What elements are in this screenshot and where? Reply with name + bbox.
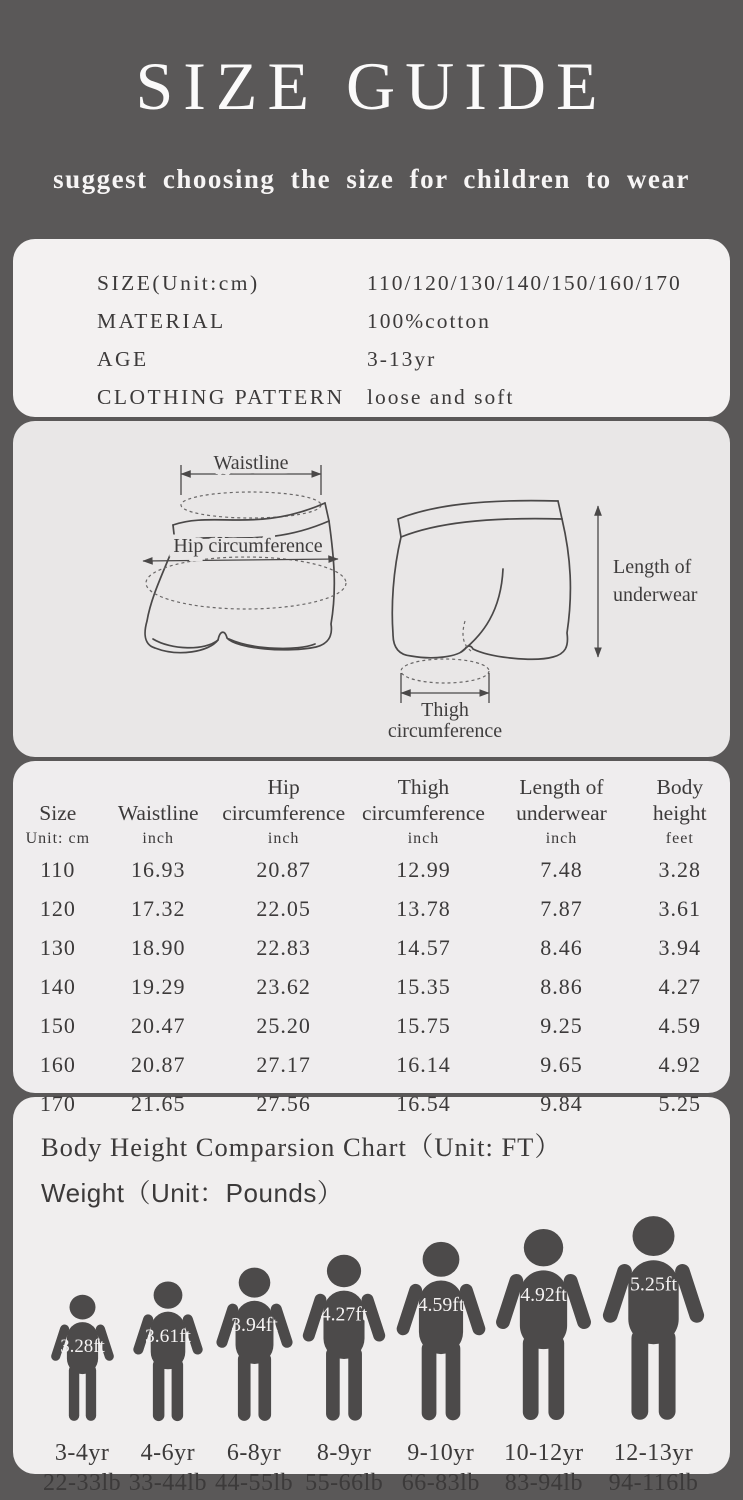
info-label-material: MATERIAL (97, 308, 226, 333)
table-cell: 8.86 (540, 973, 583, 999)
figure-weight-label: 83-94lb (504, 1470, 583, 1496)
figure-weight-label: 44-55lb (214, 1470, 294, 1496)
figure-age-label: 10-12yr (504, 1440, 584, 1466)
height-chart-title: Body Height Comparsion Chart（Unit: FT） (41, 1132, 562, 1162)
table-cell: 17.32 (130, 895, 186, 921)
info-row-pattern (97, 378, 730, 416)
table-cell: 27.17 (256, 1051, 311, 1077)
table-cell: 4.59 (658, 1012, 702, 1038)
table-cell: 14.57 (396, 934, 451, 960)
table-cell: 20.87 (130, 1051, 186, 1077)
child-figure-icon (395, 1240, 487, 1424)
waistline-label: Waistline (213, 452, 289, 474)
figure-col-4-6yr (129, 1280, 207, 1497)
table-cell: 23.62 (256, 973, 311, 999)
figure-age-label: 3-4yr (54, 1440, 110, 1466)
page-title: SIZE GUIDE (135, 48, 608, 124)
table-cell: 22.83 (256, 934, 311, 960)
table-cell: 20.47 (130, 1012, 186, 1038)
table-cell: 7.48 (540, 856, 583, 882)
weight-chart-subtitle: Weight（Unit：Pounds） (41, 1178, 344, 1208)
table-cell: 20.87 (256, 856, 311, 882)
figure-weight-label: 33-44lb (128, 1470, 207, 1496)
col-unit-length: inch (545, 830, 578, 847)
figure-col-10-12yr (494, 1227, 593, 1497)
col-unit-size: Unit: cm (25, 830, 91, 847)
underwear-measurement-diagram-icon (13, 421, 730, 757)
child-figure-icon (301, 1253, 387, 1424)
info-row-age (97, 340, 730, 378)
col-header-hip: Hip circumference (222, 775, 346, 826)
figure-age-label: 8-9yr (316, 1440, 372, 1466)
table-cell: 13.78 (396, 895, 451, 921)
table-cell: 3.61 (658, 895, 702, 921)
page-subtitle: suggest choosing the size for children to wear (53, 164, 690, 194)
thigh-label-line1: Thigh (421, 699, 469, 721)
table-cell: 9.84 (540, 1090, 583, 1116)
info-value-age: 3-13yr (367, 346, 437, 371)
figure-height-label: 4.92ft (520, 1283, 568, 1306)
table-cell: 150 (39, 1012, 76, 1038)
table-cell: 18.90 (130, 934, 186, 960)
table-cell: 130 (39, 934, 76, 960)
figure-age-label: 6-8yr (226, 1440, 282, 1466)
figure-col-12-13yr (601, 1214, 706, 1497)
figure-height-label: 5.25ft (629, 1273, 678, 1296)
info-label-pattern: CLOTHING PATTERN (97, 384, 345, 409)
length-label-line2: underwear (613, 584, 698, 606)
col-header-height: Body height (652, 775, 707, 826)
col-unit-hip: inch (267, 830, 300, 847)
info-label-age: AGE (97, 346, 149, 371)
table-cell: 16.54 (396, 1090, 451, 1116)
child-figure-icon (494, 1227, 593, 1424)
size-table-card (13, 761, 730, 1116)
figure-col-9-10yr (395, 1240, 487, 1497)
table-cell: 25.20 (256, 1012, 311, 1038)
child-figure-icon (215, 1266, 294, 1424)
figure-weight-label: 66-83lb (401, 1470, 480, 1496)
table-cell: 160 (39, 1051, 76, 1077)
info-value-size: 110/120/130/140/150/160/170 (367, 270, 682, 295)
table-cell: 8.46 (540, 934, 583, 960)
info-value-pattern: loose and soft (367, 384, 515, 409)
child-figure-icon (132, 1280, 204, 1424)
info-row-size (97, 264, 730, 302)
figure-col-6-8yr (215, 1266, 294, 1497)
figure-height-label: 3.28ft (59, 1336, 105, 1357)
col-unit-height: feet (665, 830, 694, 847)
measurement-diagram-card (13, 421, 730, 757)
figure-height-label: 3.61ft (144, 1325, 191, 1347)
figure-height-label: 4.59ft (417, 1293, 465, 1316)
thigh-label-line2: circumference (387, 720, 503, 742)
figure-age-label: 4-6yr (140, 1440, 196, 1466)
table-cell: 7.87 (540, 895, 583, 921)
col-unit-waistline: inch (142, 830, 174, 847)
table-cell: 16.93 (130, 856, 186, 882)
info-row-material (97, 302, 730, 340)
figure-weight-label: 94-116lb (608, 1470, 699, 1496)
info-label-size: SIZE(Unit:cm) (97, 270, 260, 295)
figure-height-label: 3.94ft (230, 1313, 278, 1336)
table-cell: 15.35 (396, 973, 451, 999)
table-cell: 120 (39, 895, 76, 921)
figure-weight-label: 55-66lb (305, 1470, 384, 1496)
child-figures-row (41, 1214, 708, 1497)
table-cell: 3.94 (658, 934, 702, 960)
figure-weight-label: 22-33lb (43, 1470, 122, 1496)
col-unit-thigh: inch (407, 830, 440, 847)
table-cell: 140 (39, 973, 76, 999)
table-cell: 27.56 (256, 1090, 311, 1116)
figure-col-8-9yr (301, 1253, 387, 1497)
size-table (13, 771, 730, 1123)
table-cell: 110 (40, 856, 76, 882)
table-cell: 4.92 (658, 1051, 702, 1077)
product-info-card (13, 239, 730, 417)
table-cell: 16.14 (396, 1051, 451, 1077)
col-header-waistline: Waistline (117, 801, 199, 826)
col-header-thigh: Thigh circumference (362, 775, 485, 826)
table-cell: 9.65 (540, 1051, 583, 1077)
child-figure-icon (50, 1293, 115, 1424)
table-cell: 3.28 (658, 856, 702, 882)
col-header-size: Size (39, 801, 77, 826)
table-cell: 22.05 (256, 895, 311, 921)
height-chart-card (13, 1097, 730, 1496)
table-cell: 15.75 (396, 1012, 451, 1038)
col-header-length: Length of underwear (516, 775, 607, 826)
child-figure-icon (601, 1214, 706, 1424)
table-cell: 4.27 (658, 973, 702, 999)
figure-col-3-4yr (43, 1293, 121, 1497)
figure-age-label: 12-13yr (613, 1440, 694, 1466)
hip-circumference-label: Hip circumference (173, 535, 323, 557)
table-cell: 5.25 (658, 1090, 702, 1116)
table-cell: 12.99 (396, 856, 451, 882)
table-cell: 170 (39, 1090, 76, 1116)
figure-age-label: 9-10yr (407, 1440, 475, 1466)
table-cell: 19.29 (130, 973, 186, 999)
info-value-material: 100%cotton (367, 308, 491, 333)
table-cell: 21.65 (130, 1090, 186, 1116)
length-label-line1: Length of (613, 556, 692, 578)
table-cell: 9.25 (540, 1012, 583, 1038)
figure-height-label: 4.27ft (320, 1303, 368, 1326)
